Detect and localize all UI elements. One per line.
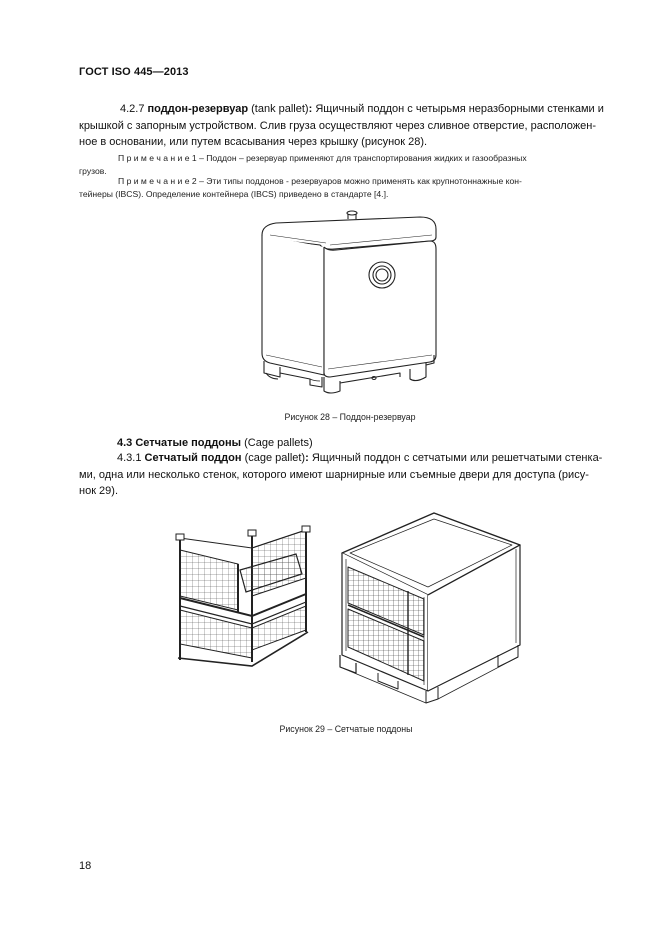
standard-header: ГОСТ ISO 445—2013 (79, 66, 189, 78)
page-number: 18 (79, 860, 92, 872)
figure-28-caption: Рисунок 28 – Поддон-резервуар (284, 412, 416, 422)
term-ru: Сетчатый поддон (144, 452, 242, 464)
definition-line-1: Ящичный поддон с сетчатыми или решетчатыми стенка- (311, 452, 603, 464)
section-number: 4.3 (117, 437, 133, 449)
definition-line-3: ное в основании, или путем всасывания через крышку (рисунок 28). (79, 136, 428, 148)
note-text-line-1: 1 – Поддон – резервуар применяют для транспортирования жидких и газообразных (191, 153, 527, 163)
term-colon: : (305, 452, 309, 464)
tank-pallet-drawing (250, 205, 450, 400)
definition-line-2: крышкой с запорным устройством. Слив груза осуществляют через сливное отверстие, расположен- (79, 119, 596, 132)
definition-line-3: нок 29). (79, 485, 119, 497)
cage-pallet-open-door-drawing (168, 520, 328, 668)
note-label: П р и м е ч а н и е (118, 153, 190, 163)
clause-number: 4.2.7 (120, 103, 145, 115)
paragraph-4-3-1 (79, 450, 613, 500)
paragraph-4-2-7 (79, 101, 613, 151)
definition-line-1: Ящичный поддон с четырьмя неразборными стенками и (315, 103, 604, 115)
note-text-line-2: тейнеры (IBCS). Определение контейнера (IBCS) приведено в стандарте [4.]. (79, 189, 389, 199)
section-title-ru: Сетчатые поддоны (135, 437, 242, 449)
note-2 (79, 175, 613, 201)
clause-number: 4.3.1 (117, 452, 142, 464)
term-colon: : (308, 103, 313, 115)
note-text-line-2: грузов. (79, 166, 107, 176)
term-ru: поддон-резервуар (147, 103, 249, 115)
figure-29-caption: Рисунок 29 – Сетчатые поддоны (279, 724, 413, 734)
term-en: (tank pallet) (251, 103, 309, 115)
cage-pallet-closed-drawing (338, 505, 528, 705)
note-text-line-1: 2 – Эти типы поддонов - резервуаров можно применять как крупнотоннажные кон- (191, 176, 522, 186)
section-4-3-heading (117, 437, 313, 449)
section-title-en: (Cage pallets) (244, 437, 313, 449)
term-en: (cage pallet) (244, 452, 306, 464)
definition-line-2: ми, одна или несколько стенок, которого имеют шарнирные или съемные двери для доступа (рису- (79, 468, 589, 481)
note-label: П р и м е ч а н и е (118, 176, 190, 186)
